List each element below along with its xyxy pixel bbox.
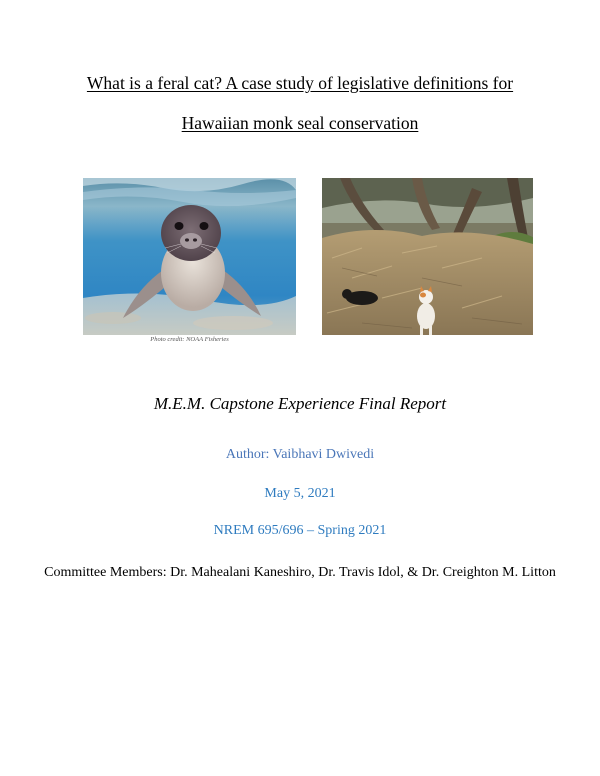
feral-cats-photo — [322, 178, 533, 335]
course-line: NREM 695/696 – Spring 2021 — [213, 523, 387, 538]
document-title-line-2: Hawaiian monk seal conservation — [181, 113, 419, 133]
report-date: May 5, 2021 — [264, 486, 336, 501]
report-type: M.E.M. Capstone Experience Final Report — [153, 394, 447, 413]
monk-seal-photo — [83, 178, 296, 335]
author-line: Author: Vaibhavi Dwivedi — [225, 447, 375, 462]
photo-credit: Photo credit: NOAA Fisheries — [150, 336, 229, 343]
document-title-line-1: What is a feral cat? A case study of legislative definitions for — [86, 73, 514, 93]
committee-members: Committee Members: Dr. Mahealani Kaneshiro, Dr. Travis Idol, & Dr. Creighton M. Litton — [44, 565, 556, 580]
